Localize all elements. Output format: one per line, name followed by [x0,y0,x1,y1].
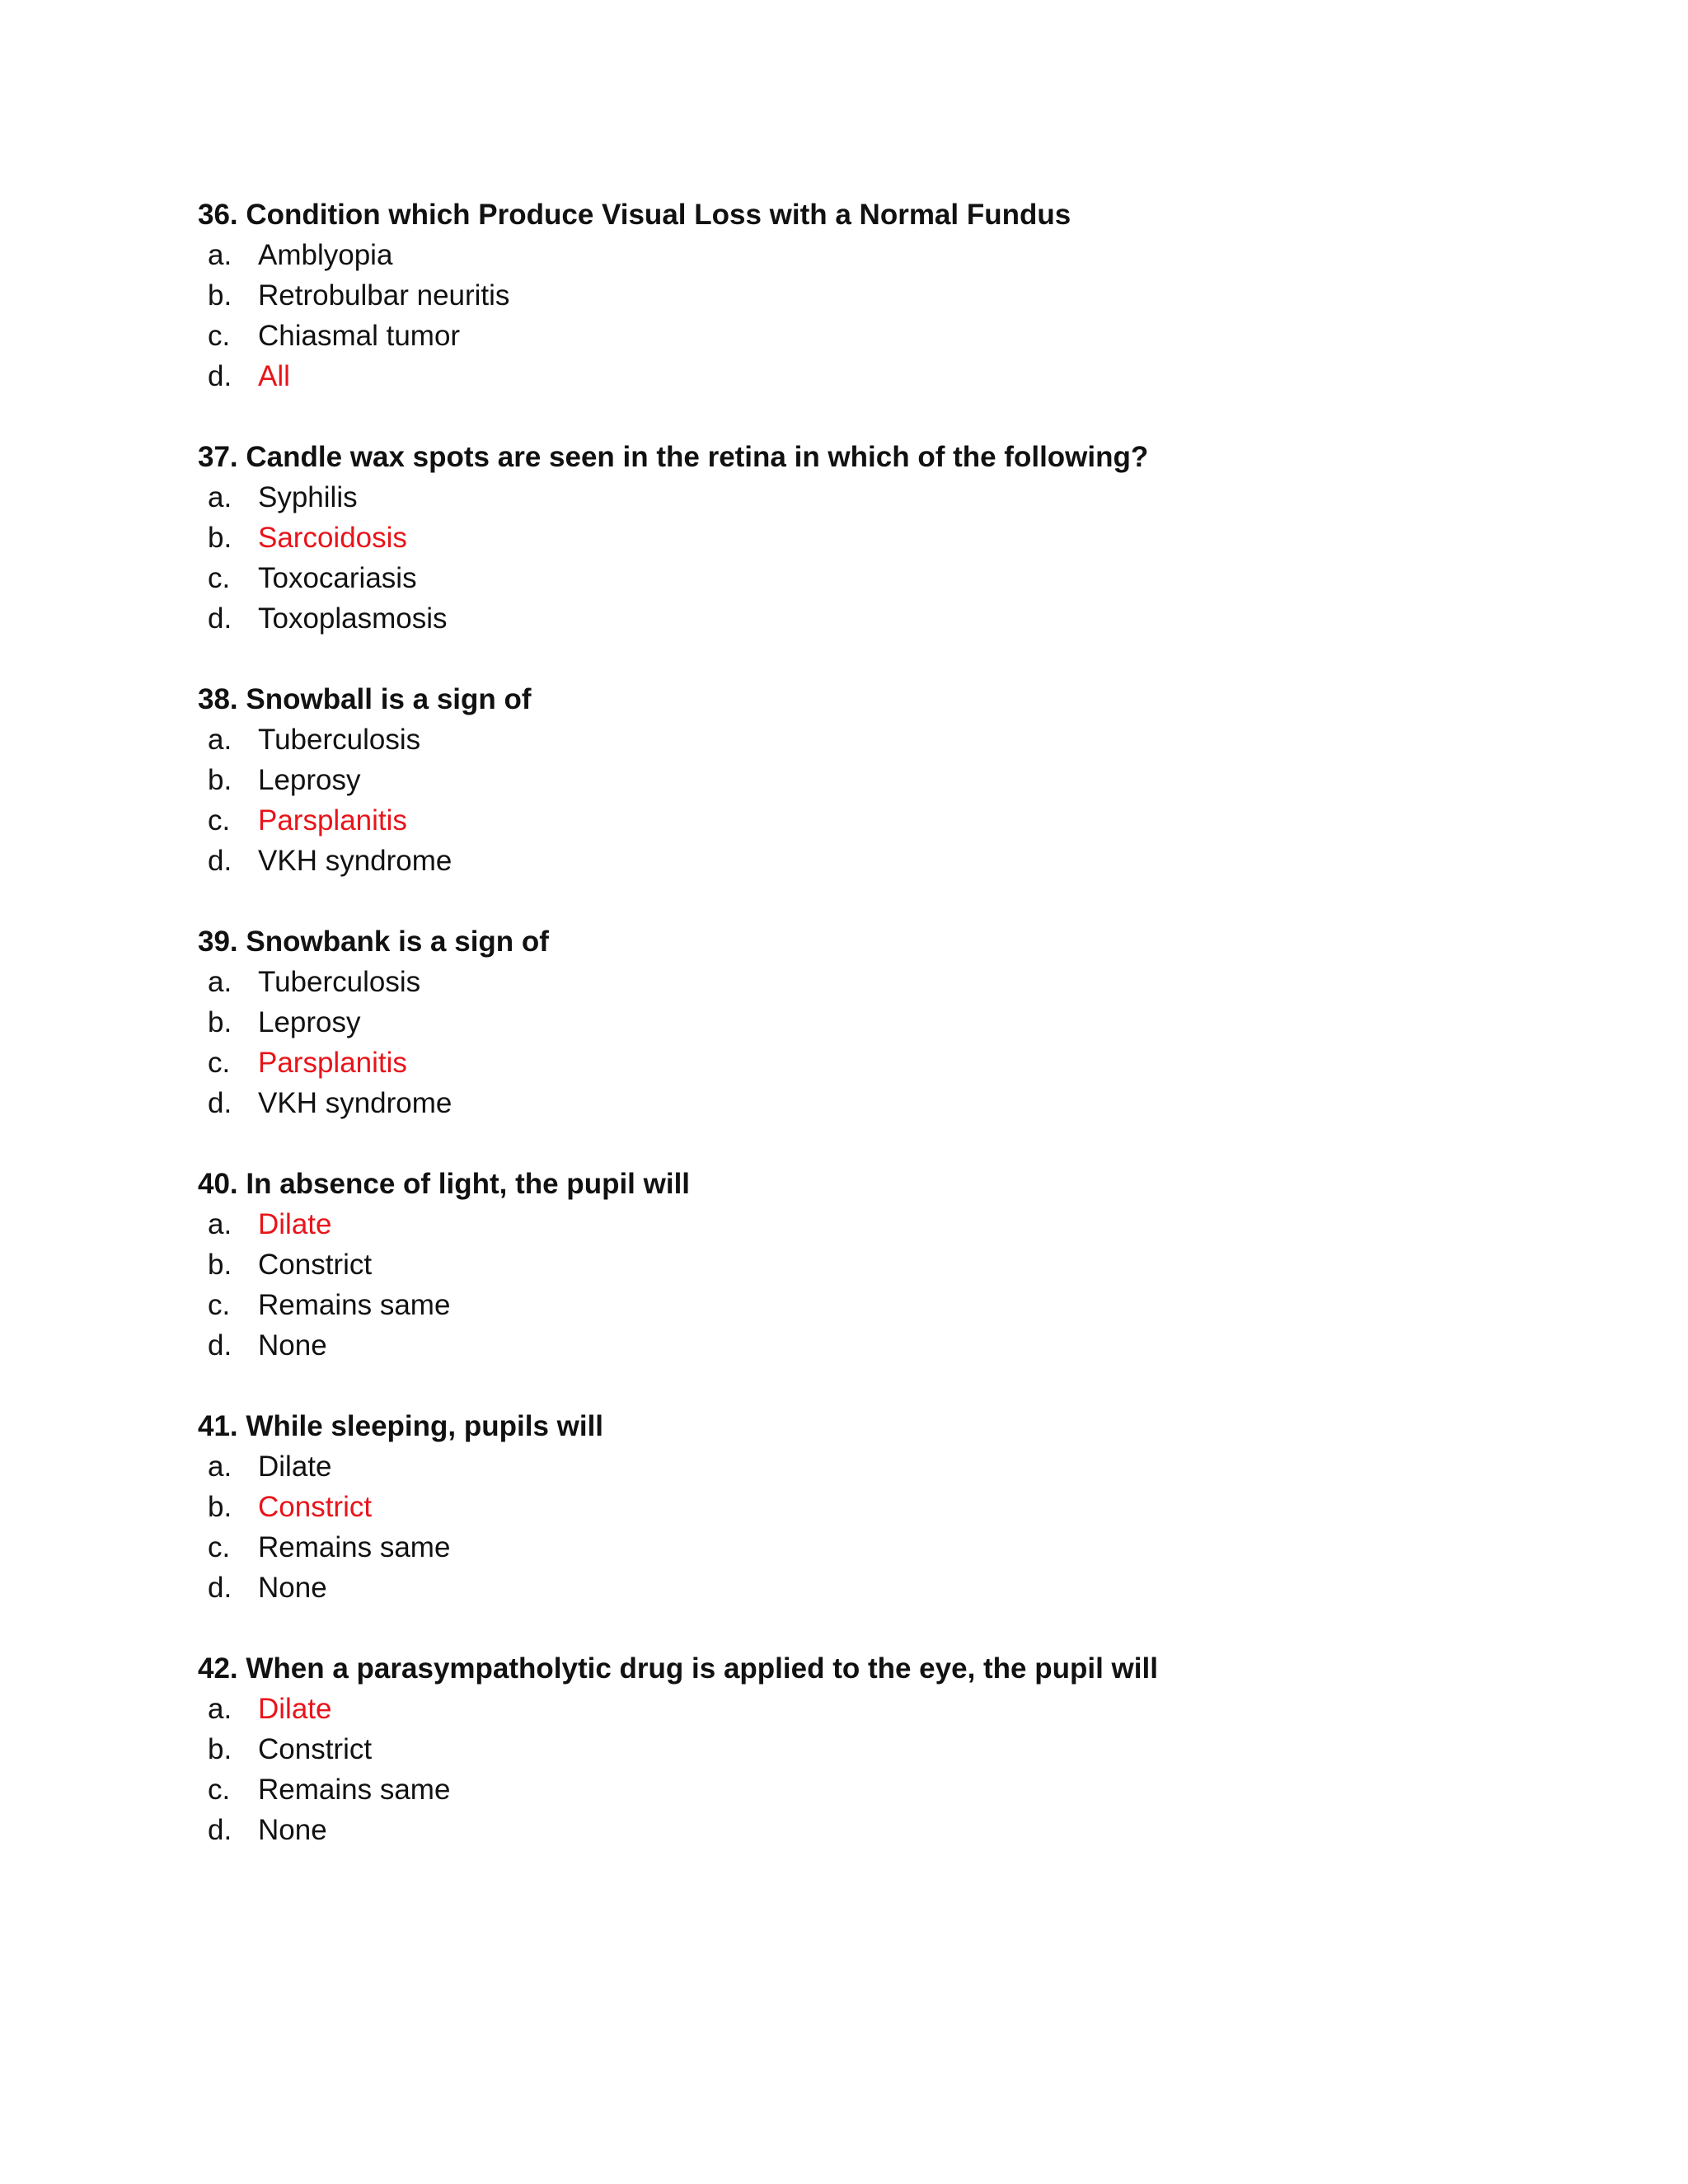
option-letter: a. [208,724,232,756]
option-letter: c. [208,1774,231,1806]
question-37 [198,437,1550,639]
option-letter: a. [208,1693,232,1725]
question-41 [198,1406,1550,1608]
option-text: None [258,1329,327,1361]
option-b [198,1487,1550,1527]
option-text: Parsplanitis [258,804,407,837]
option-letter: d. [208,602,232,635]
option-letter: b. [208,1733,232,1765]
option-b [198,1729,1550,1769]
option-text: Amblyopia [258,239,393,271]
option-letter: b. [208,1249,232,1281]
question-title: 37. Candle wax spots are seen in the retina in which of the following? [198,441,1149,473]
option-a [198,1689,1550,1729]
option-d [198,1083,1550,1123]
option-c [198,1285,1550,1325]
option-text: Toxoplasmosis [258,602,448,635]
option-letter: a. [208,1208,232,1240]
option-text: Dilate [258,1451,332,1483]
option-a [198,235,1550,275]
option-b [198,1002,1550,1043]
option-letter: c. [208,804,231,837]
option-c [198,558,1550,598]
option-b [198,518,1550,558]
option-letter: a. [208,1451,232,1483]
option-text: Retrobulbar neuritis [258,279,510,312]
option-letter: b. [208,279,232,312]
option-text: Toxocariasis [258,562,417,594]
option-text: VKH syndrome [258,1087,452,1119]
option-text: None [258,1572,327,1604]
question-38 [198,679,1550,881]
option-list [198,477,1550,639]
option-text: VKH syndrome [258,845,452,877]
option-c [198,1527,1550,1568]
option-letter: d. [208,845,232,877]
option-a [198,1446,1550,1487]
option-list [198,719,1550,881]
option-letter: d. [208,1572,232,1604]
option-text: Constrict [258,1249,373,1281]
option-letter: b. [208,522,232,554]
option-a [198,477,1550,518]
question-title: 40. In absence of light, the pupil will [198,1168,691,1200]
option-letter: d. [208,360,232,392]
option-letter: a. [208,239,232,271]
option-text: Chiasmal tumor [258,320,461,352]
option-text: Constrict [258,1733,373,1765]
option-letter: d. [208,1329,232,1361]
option-text: Dilate [258,1693,332,1725]
option-text: Dilate [258,1208,332,1240]
option-letter: a. [208,481,232,513]
option-text: Remains same [258,1531,451,1563]
question-42 [198,1648,1550,1850]
option-a [198,1204,1550,1244]
option-text: Remains same [258,1289,451,1321]
option-text: Tuberculosis [258,966,421,998]
option-letter: c. [208,1531,231,1563]
question-36 [198,194,1550,396]
option-d [198,598,1550,639]
question-40 [198,1164,1550,1366]
option-c [198,1769,1550,1810]
question-title: 39. Snowbank is a sign of [198,926,549,958]
option-letter: a. [208,966,232,998]
option-c [198,316,1550,356]
option-c [198,800,1550,841]
question-title: 38. Snowball is a sign of [198,683,532,715]
option-d [198,356,1550,396]
option-list [198,962,1550,1123]
option-a [198,962,1550,1002]
option-letter: b. [208,1006,232,1038]
option-text: Syphilis [258,481,358,513]
option-letter: c. [208,1289,231,1321]
option-text: Constrict [258,1491,373,1523]
option-text: Leprosy [258,1006,361,1038]
option-text: All [258,360,290,392]
option-b [198,1244,1550,1285]
option-list [198,1446,1550,1608]
option-list [198,1204,1550,1366]
option-text: Sarcoidosis [258,522,407,554]
option-d [198,1325,1550,1366]
question-39 [198,921,1550,1123]
option-b [198,760,1550,800]
option-letter: c. [208,320,231,352]
option-letter: d. [208,1087,232,1119]
option-c [198,1043,1550,1083]
option-text: Leprosy [258,764,361,796]
question-title: 42. When a parasympatholytic drug is applied to the eye, the pupil will [198,1652,1158,1685]
option-text: Parsplanitis [258,1047,407,1079]
option-text: Tuberculosis [258,724,421,756]
option-letter: b. [208,1491,232,1523]
question-title: 36. Condition which Produce Visual Loss with a Normal Fundus [198,199,1071,231]
option-letter: b. [208,764,232,796]
option-d [198,1810,1550,1850]
option-d [198,841,1550,881]
option-list [198,235,1550,396]
option-d [198,1568,1550,1608]
option-letter: d. [208,1814,232,1846]
option-letter: c. [208,1047,231,1079]
option-list [198,1689,1550,1850]
question-list [198,194,1550,1891]
option-letter: c. [208,562,231,594]
option-b [198,275,1550,316]
option-a [198,719,1550,760]
option-text: None [258,1814,327,1846]
question-title: 41. While sleeping, pupils will [198,1410,604,1442]
option-text: Remains same [258,1774,451,1806]
